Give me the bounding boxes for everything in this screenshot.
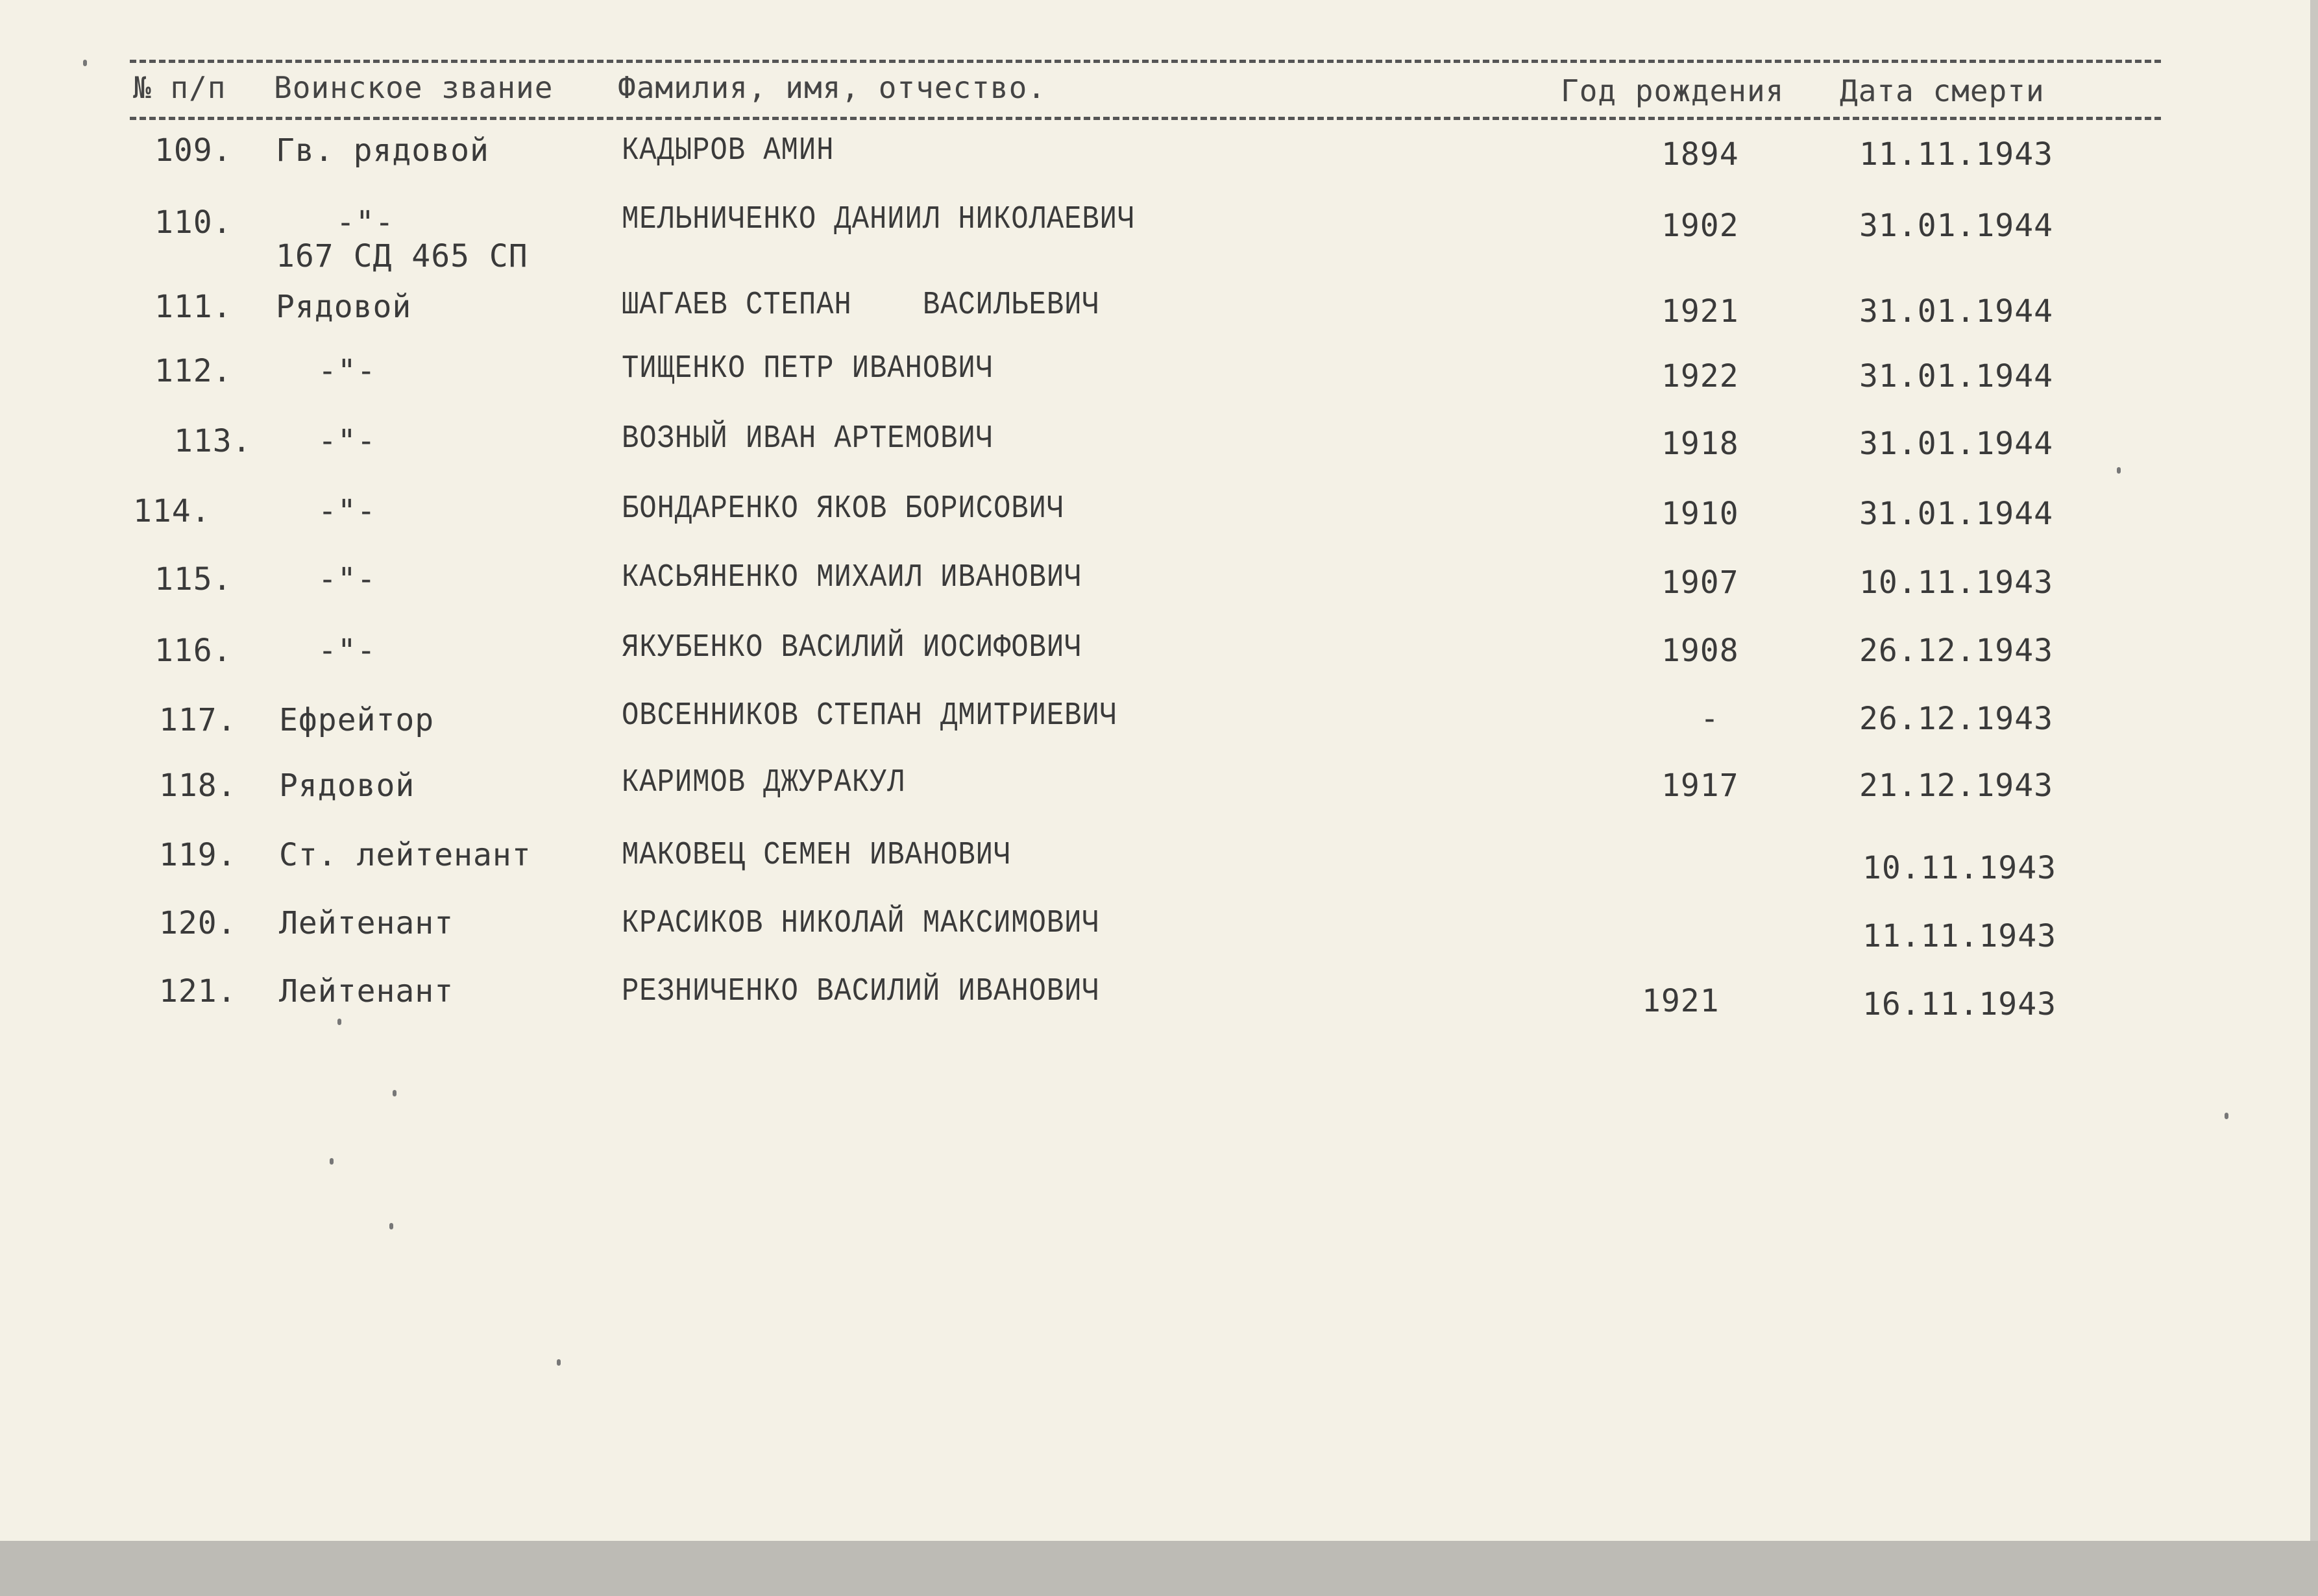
row-death: 31.01.1944 — [1859, 496, 2053, 532]
row-num: 115. — [154, 561, 232, 598]
row-num: 119. — [159, 837, 237, 873]
row-name: КАСЬЯНЕНКО МИХАИЛ ИВАНОВИЧ — [622, 559, 1082, 596]
row-num: 116. — [154, 633, 232, 669]
row-name: БОНДАРЕНКО ЯКОВ БОРИСОВИЧ — [622, 490, 1065, 527]
row-name: КАРИМОВ ДЖУРАКУЛ — [622, 764, 905, 801]
row-unit: 167 СД 465 СП — [276, 238, 528, 274]
header-top-rule — [130, 60, 2161, 63]
paper-speck — [389, 1223, 393, 1229]
row-birth: 1910 — [1661, 496, 1739, 532]
row-name: ОВСЕННИКОВ СТЕПАН ДМИТРИЕВИЧ — [622, 697, 1117, 734]
row-rank: Ст. лейтенант — [279, 837, 531, 873]
row-death: 11.11.1943 — [1862, 918, 2056, 954]
paper-speck — [2117, 467, 2121, 474]
row-death: 26.12.1943 — [1859, 633, 2053, 669]
row-rank: -"- — [318, 353, 376, 389]
row-birth: 1902 — [1661, 208, 1739, 244]
row-birth: 1922 — [1661, 358, 1739, 394]
row-birth: 1894 — [1661, 136, 1739, 173]
row-rank: Гв. рядовой — [276, 132, 489, 169]
row-name: ТИЩЕНКО ПЕТР ИВАНОВИЧ — [622, 350, 994, 387]
row-death: 31.01.1944 — [1859, 426, 2053, 462]
row-death: 16.11.1943 — [1862, 986, 2056, 1022]
row-rank: Ефрейтор — [279, 702, 435, 738]
paper-speck — [393, 1090, 396, 1096]
row-birth: 1918 — [1661, 426, 1739, 462]
row-name: МЕЛЬНИЧЕНКО ДАНИИЛ НИКОЛАЕВИЧ — [622, 201, 1136, 238]
paper-speck — [557, 1359, 561, 1366]
row-num: 113. — [174, 423, 252, 459]
row-rank: Лейтенант — [279, 905, 454, 941]
row-death: 31.01.1944 — [1859, 358, 2053, 394]
row-rank: -"- — [318, 493, 376, 529]
paper-speck — [330, 1158, 334, 1165]
row-rank: -"- — [336, 204, 395, 241]
header-rank: Воинское звание — [274, 70, 554, 105]
row-num: 118. — [159, 768, 237, 804]
row-birth: 1907 — [1661, 564, 1739, 601]
row-num: 117. — [159, 702, 237, 738]
row-death: 26.12.1943 — [1859, 701, 2053, 737]
row-death: 21.12.1943 — [1859, 768, 2053, 804]
paper-speck — [83, 60, 87, 66]
row-rank: -"- — [318, 423, 376, 459]
row-death: 10.11.1943 — [1859, 564, 2053, 601]
paper-speck — [2225, 1113, 2228, 1119]
row-birth: 1917 — [1661, 768, 1739, 804]
header-death: Дата смерти — [1840, 73, 2045, 108]
row-rank: -"- — [318, 561, 376, 598]
paper-speck — [337, 1019, 341, 1025]
row-death: 31.01.1944 — [1859, 208, 2053, 244]
row-name: РЕЗНИЧЕНКО ВАСИЛИЙ ИВАНОВИЧ — [622, 973, 1100, 1010]
row-birth: 1921 — [1661, 293, 1739, 330]
row-birth: 1908 — [1661, 633, 1739, 669]
row-birth: 1921 — [1642, 983, 1720, 1019]
row-num: 110. — [154, 204, 232, 241]
row-birth: - — [1700, 701, 1720, 737]
header-num: № п/п — [133, 70, 226, 105]
row-name: МАКОВЕЦ СЕМЕН ИВАНОВИЧ — [622, 837, 1012, 874]
row-num: 114. — [133, 493, 211, 529]
row-num: 111. — [154, 289, 232, 325]
header-birth: Год рождения — [1561, 73, 1785, 108]
header-bottom-rule — [130, 117, 2161, 120]
row-name: ШАГАЕВ СТЕПАН ВАСИЛЬЕВИЧ — [622, 287, 1100, 324]
row-num: 112. — [154, 353, 232, 389]
row-num: 120. — [159, 905, 237, 941]
row-name: КРАСИКОВ НИКОЛАЙ МАКСИМОВИЧ — [622, 905, 1100, 942]
row-rank: Лейтенант — [279, 973, 454, 1010]
scan-edge — [0, 1541, 2318, 1596]
row-name: ЯКУБЕНКО ВАСИЛИЙ ИОСИФОВИЧ — [622, 629, 1082, 666]
row-rank: Рядовой — [279, 768, 415, 804]
row-num: 121. — [159, 973, 237, 1010]
row-name: ВОЗНЫЙ ИВАН АРТЕМОВИЧ — [622, 420, 994, 457]
row-name: КАДЫРОВ АМИН — [622, 132, 835, 169]
header-name: Фамилия, имя, отчество. — [618, 70, 1046, 105]
row-death: 11.11.1943 — [1859, 136, 2053, 173]
row-num: 109. — [154, 132, 232, 169]
row-rank: Рядовой — [276, 289, 412, 325]
row-death: 10.11.1943 — [1862, 850, 2056, 886]
row-death: 31.01.1944 — [1859, 293, 2053, 330]
row-rank: -"- — [318, 633, 376, 669]
